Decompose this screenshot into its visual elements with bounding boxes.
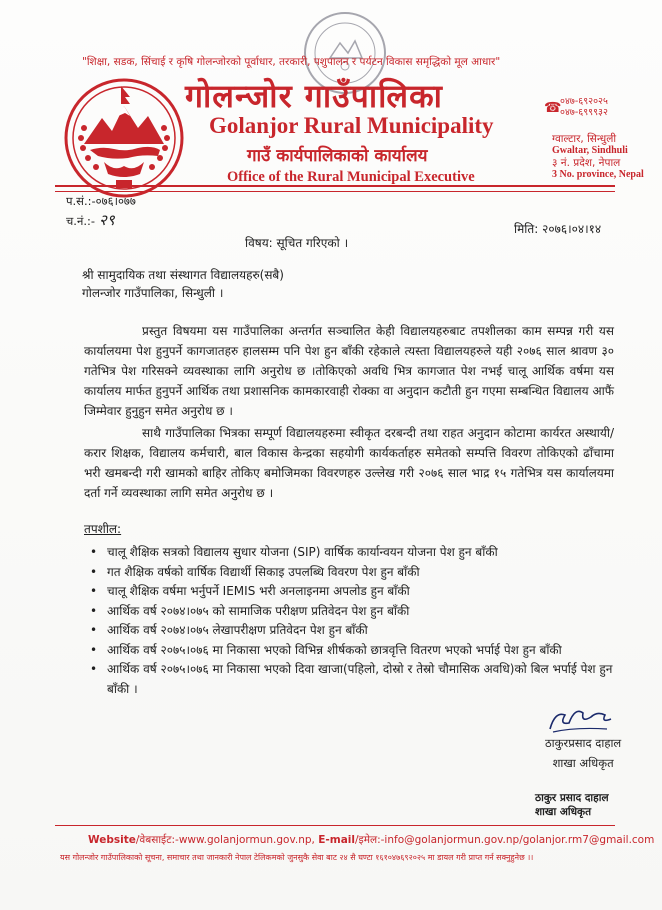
body-paragraph-2: साथै गाउँपालिका भित्रका सम्पूर्ण विद्यालयहरुमा स्वीकृत दरबन्दी तथा राहत अनुदान कोटामा कार्यरत अस्थायी/करार शिक्षक, विद्यालय कर्मचारी, बाल विकास केन्द्रका सहयोगी कार्यकर्ताहरु समेतको सम्पत्ति विवरण तोकिएको ढाँचामा भरी खमबन्दी गरी खामको बाहिर तोकिए बमोजिमका विवरणहरु उल्लेख गरी २०७६ साल भाद्र १५ गतेभित्र यस कार्यालयमा दर्ता गर्ने व्यवस्थाका लागि समेत अनुरोध छ । — [84, 426, 614, 500]
date-value: २०७६।०४।१४ — [542, 222, 602, 236]
website-label: Website — [88, 834, 136, 846]
municipality-title-nepali: गोलन्जोर गाउँपालिका — [185, 77, 443, 115]
footer-divider — [55, 825, 615, 826]
stamp-title: शाखा अधिकृत — [535, 806, 592, 818]
addressee-line-1: श्री सामुदायिक तथा संस्थागत विद्यालयहरु(सबै) — [82, 268, 284, 282]
signatory-title: शाखा अधिकृत — [552, 756, 614, 770]
body-paragraph-1: प्रस्तुत विषयमा यस गाउँपालिका अन्तर्गत सञ्चालित केही विद्यालयहरुबाट तपशीलका काम सम्पन्न गरी यस कार्यालयमा पेश हुनुपर्ने कागजातहरु हालसम्म पनि पेश हुन बाँकी रहेकाले त्यस्ता विद्यालयहरुले यही २०७६ साल श्रावण ३० गतेभित्र पेश गरिसक्ने व्यवस्थाका लागि अनुरोध छ ।तोकिएको अवधि भित्र कागजात पेश नभई चालू आर्थिक वर्षमा यस कार्यालय मार्फत हुनुपर्ने आर्थिक तथा प्रशासनिक कामकारवाही रोक्का वा अनुदान कटौती हुन गएमा सम्बन्धित विद्यालय आफैं जिम्मेवार हुनुहुन समेत अनुरोध छ । — [84, 324, 614, 418]
email-link[interactable]: info@golanjormun.gov.np/golanjor.rm7@gmail.com — [384, 834, 655, 846]
email-label: E-mail — [318, 834, 355, 846]
header-divider-top — [55, 185, 615, 187]
website-label-nepali: /वेबसाईट:- — [135, 834, 179, 846]
addressee-block — [82, 266, 284, 302]
tapsil-heading: तपशील: — [84, 522, 122, 536]
ps-value: ०७६।०७७ — [95, 194, 136, 208]
phone-number-2: ०४७-६९९९३२ — [560, 107, 608, 118]
name-stamp — [535, 791, 609, 819]
addressee-line-2: गोलन्जोर गाउँपालिका, सिन्धुली । — [82, 286, 224, 300]
nepal-emblem-logo — [62, 76, 186, 200]
phone-number-1: ०४७-६९२०२५ — [560, 96, 608, 107]
date-label: मिति: — [514, 222, 539, 236]
list-item: • आर्थिक वर्ष २०७५।०७६ मा निकासा भएको दिवा खाजा(पहिलो, दोस्रो र तेस्रो चौमासिक अवधि)को बिल भर्पाई पेश हुन बाँकी । — [87, 660, 627, 699]
header-divider-bottom — [55, 191, 615, 192]
slogan: "शिक्षा, सडक, सिंचाई र कृषि गोलन्जोरको पूर्वाधार, तरकारी, पशुपालन र पर्यटन विकास समृद्धिको मूल आधार" — [82, 56, 501, 68]
address-english: Gwaltar, Sindhuli — [552, 145, 628, 156]
letter-subject: विषय: सूचित गरिएको । — [245, 236, 349, 250]
office-title-nepali: गाउँ कार्यपालिकाको कार्यालय — [247, 146, 428, 166]
address-nepali: ग्वाल्टार, सिन्धुली — [552, 133, 617, 145]
signatory-block — [545, 733, 621, 773]
ps-label: प.सं.:- — [66, 194, 96, 208]
list-item: • गत शैक्षिक वर्षको वार्षिक विद्यार्थी सिकाइ उपलब्धि विवरण पेश हुन बाँकी — [87, 563, 627, 583]
province-nepali: ३ नं. प्रदेश, नेपाल — [552, 157, 621, 169]
signatory-name: ठाकुरप्रसाद दाहाल — [545, 736, 622, 750]
chalani-number — [66, 210, 115, 230]
province-english: 3 No. province, Nepal — [552, 169, 644, 180]
office-address — [552, 133, 644, 181]
list-item: • आर्थिक वर्ष २०७५।०७६ मा निकासा भएको विभिन्न शीर्षकको छात्रवृत्ति वितरण भएको भर्पाई पेश हुन बाँकी — [87, 641, 627, 661]
letter-date — [514, 220, 601, 237]
municipality-title-english: Golanjor Rural Municipality — [209, 113, 494, 138]
footer-note: यस गोलन्जोर गाउँपालिकाको सूचना, समाचार तथा जानकारी नेपाल टेलिकमको जुनसुकै सेवा बाट २४ सै घण्टा १६१०४७६९२०२५ मा डायल गरी प्राप्त गर्न सक्नुहुनेछ ।। — [60, 853, 534, 862]
list-item: • चालू शैक्षिक वर्षमा भर्नुपर्ने IEMIS भरी अनलाइनमा अपलोड हुन बाँकी — [87, 582, 627, 602]
cn-value: २९ — [99, 211, 115, 229]
patra-sankhya — [66, 194, 136, 209]
office-title-english: Office of the Rural Municipal Executive — [227, 169, 475, 185]
phone-numbers — [560, 96, 608, 118]
phone-icon: ☎ — [544, 100, 562, 116]
list-item: • आर्थिक वर्ष २०७४।०७५ लेखापरीक्षण प्रतिवेदन पेश हुन बाँकी — [87, 621, 627, 641]
list-item: • चालू शैक्षिक सत्रको विद्यालय सुधार योजना (SIP) वार्षिक कार्यान्वयन योजना पेश हुन बाँकी — [87, 543, 627, 563]
handwritten-signature — [545, 701, 615, 737]
list-item: • आर्थिक वर्ष २०७४।०७५ को सामाजिक परीक्षण प्रतिवेदन पेश हुन बाँकी — [87, 602, 627, 622]
cn-label: च.नं.:- — [66, 214, 96, 228]
stamp-name: ठाकुर प्रसाद दाहाल — [535, 792, 609, 804]
footer-contact — [88, 833, 655, 847]
pending-items-list — [87, 543, 627, 699]
email-label-nepali: /इमेल:- — [355, 834, 385, 846]
website-link[interactable]: www.golanjormun.gov.np, — [178, 834, 315, 846]
